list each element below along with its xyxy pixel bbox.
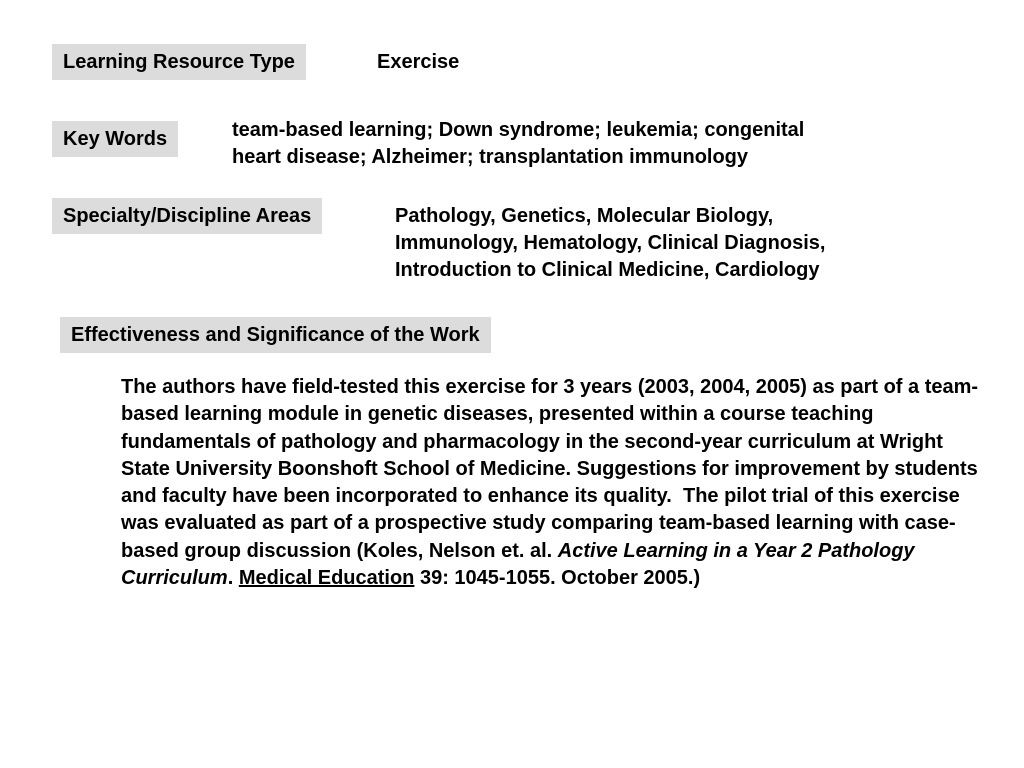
journal-name: Medical Education bbox=[238, 567, 415, 590]
specialty-line: Introduction to Clinical Medicine, Cardiology bbox=[395, 259, 820, 281]
effectiveness-text: The authors have field-tested this exercise for 3 years (2003, 2004, 2005) as part of a team-based learning module in genetic diseases, presented within a course teaching fundamentals of pathology and pharmacology in the second-year curriculum at Wright State University Boonshoft School of Medicine. Suggestions for improvement by students and faculty have been incorporated to enhance its quality. The pilot trial of this exercise was evaluated as part of a prospective study comparing team-based learning with case-based group discussion (Koles, Nelson et. al. bbox=[121, 376, 984, 562]
citation-separator: . bbox=[227, 567, 239, 590]
resource-type-label: Learning Resource Type bbox=[52, 44, 306, 80]
specialty-line: Immunology, Hematology, Clinical Diagnosis, bbox=[395, 232, 826, 254]
key-words-line: team-based learning; Down syndrome; leukemia; congenital bbox=[232, 119, 805, 141]
key-words-line: heart disease; Alzheimer; transplantation immunology bbox=[232, 146, 749, 168]
specialty-value bbox=[395, 203, 825, 284]
specialty-label: Specialty/Discipline Areas bbox=[52, 198, 322, 234]
citation-title: Active Learning in a Year 2 Pathology Curriculum bbox=[121, 539, 921, 590]
specialty-line: Pathology, Genetics, Molecular Biology, bbox=[395, 205, 774, 227]
resource-type-value: Exercise bbox=[377, 51, 460, 73]
key-words-label: Key Words bbox=[52, 121, 178, 157]
citation-tail: 39: 1045-1055. October 2005.) bbox=[414, 567, 701, 590]
effectiveness-body bbox=[121, 374, 991, 592]
effectiveness-label: Effectiveness and Significance of the Work bbox=[60, 317, 491, 353]
key-words-value bbox=[232, 117, 804, 171]
